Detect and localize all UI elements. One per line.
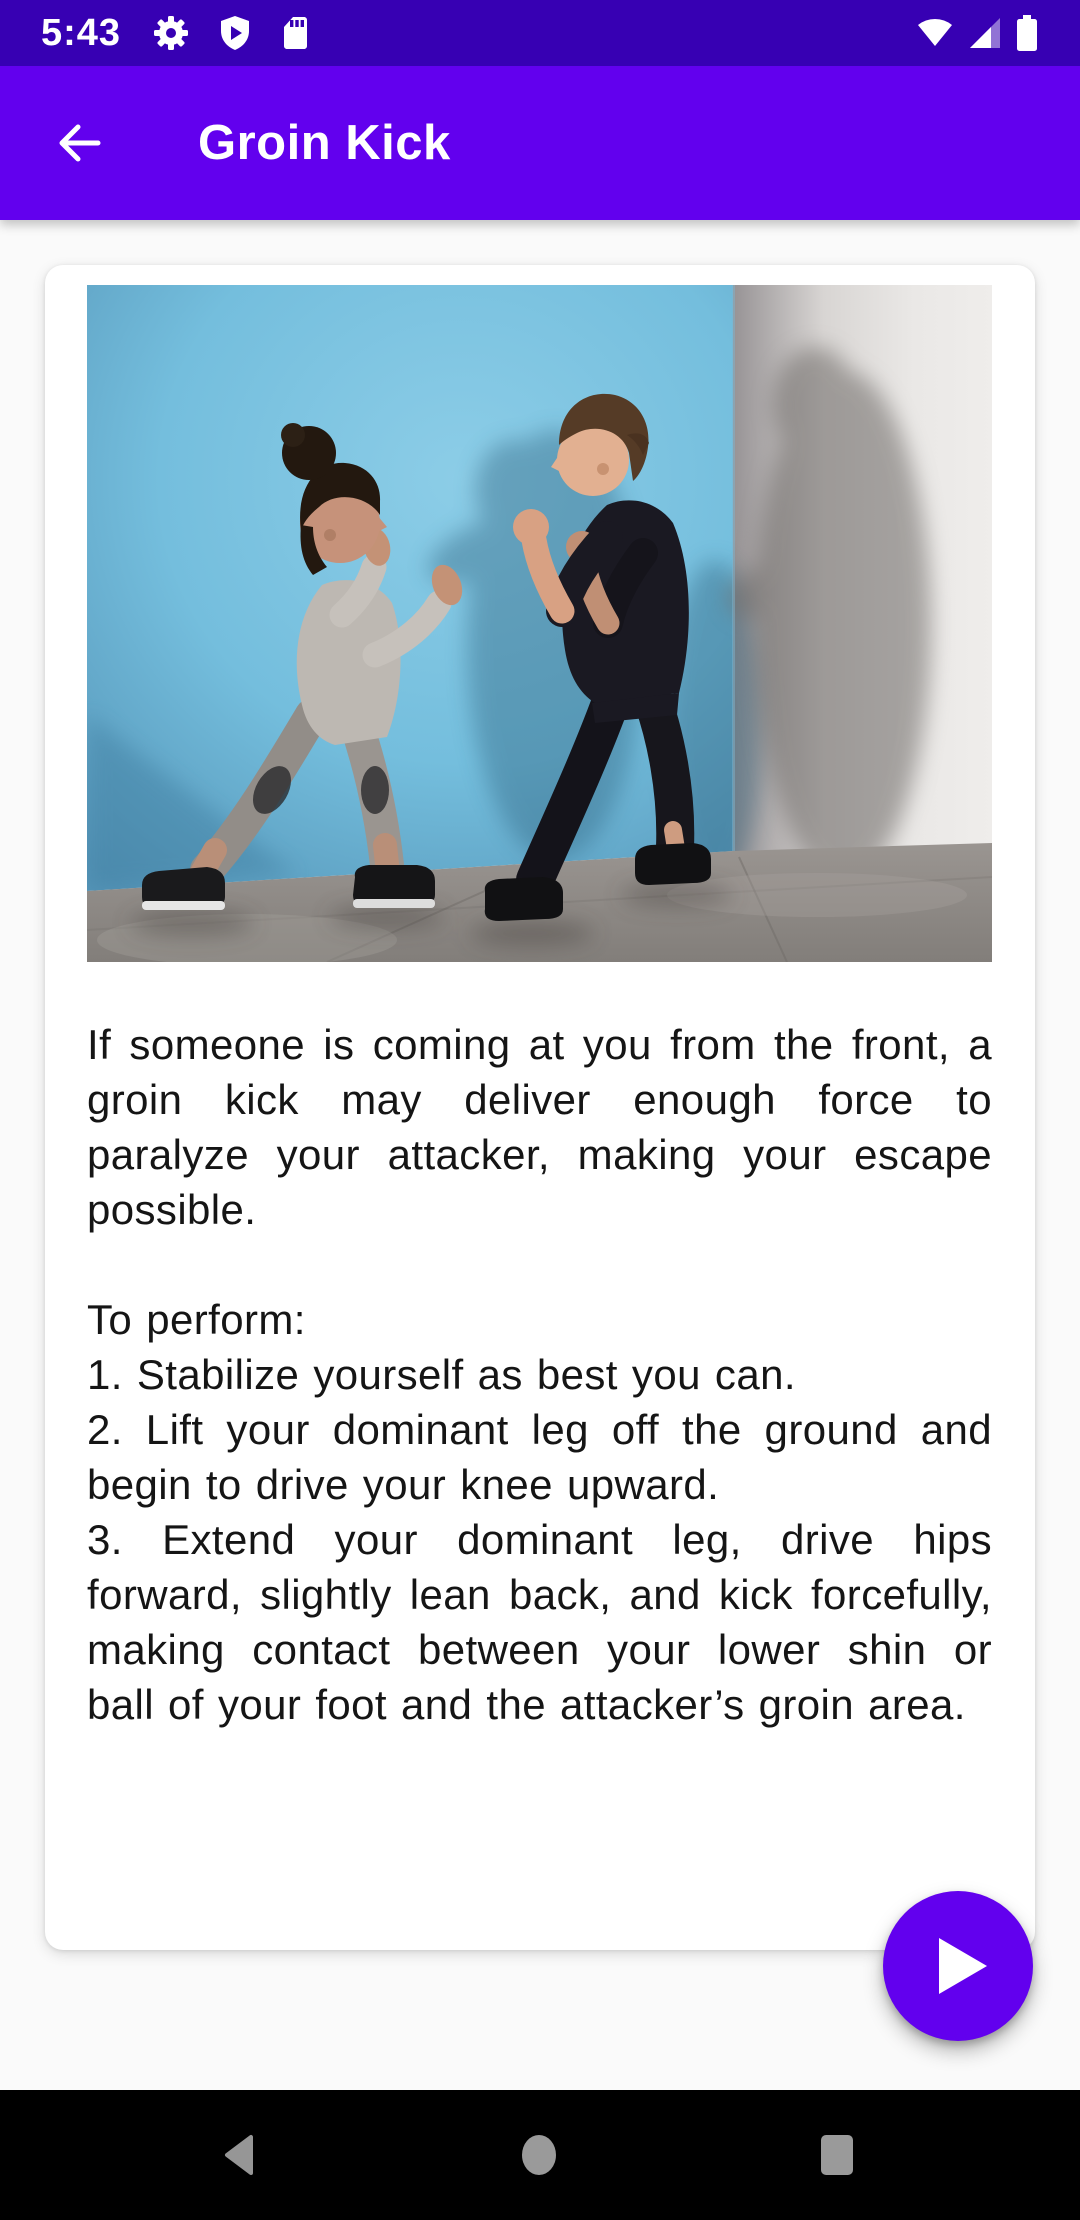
exercise-photo [87, 285, 992, 962]
app-bar [0, 66, 1080, 220]
step-1: 1. Stabilize yourself as best you can. [87, 1351, 796, 1398]
nav-back-icon [219, 2133, 259, 2177]
intro-paragraph: If someone is coming at you from the front, a groin kick may deliver enough force to paralyze your attacker, making your escape possible. [87, 1021, 992, 1233]
nav-back-button[interactable] [159, 2090, 319, 2220]
play-icon [937, 1936, 989, 1996]
page-title: Groin Kick [198, 116, 451, 170]
how-to-heading: To perform: [87, 1296, 306, 1343]
status-bar [0, 0, 1080, 66]
nav-home-button[interactable] [459, 2090, 619, 2220]
wifi-icon [916, 16, 954, 50]
nav-recents-icon [815, 2133, 859, 2177]
exercise-card [45, 265, 1035, 1950]
nav-home-icon [517, 2133, 561, 2177]
sd-card-icon [281, 15, 309, 51]
paragraph-gap [87, 1237, 992, 1292]
cell-signal-icon [968, 16, 1002, 50]
status-time: 5:43 [41, 11, 122, 54]
status-right-icons [916, 0, 1038, 66]
status-left-icons [153, 15, 309, 51]
step-2: 2. Lift your dominant leg off the ground and begin to drive your knee upward. [87, 1406, 992, 1508]
play-button[interactable] [883, 1891, 1033, 2041]
gear-icon [153, 15, 189, 51]
back-button[interactable] [40, 103, 120, 183]
battery-icon [1016, 15, 1038, 51]
nav-recents-button[interactable] [757, 2090, 917, 2220]
arrow-left-icon [54, 117, 106, 169]
navigation-bar [0, 2090, 1080, 2220]
exercise-description [87, 1017, 992, 1732]
play-protect-shield-icon [219, 15, 251, 51]
step-3: 3. Extend your dominant leg, drive hips forward, slightly lean back, and kick forcefully, making contact between your lower shin or ball of your foot and the attacker’s groin area. [87, 1516, 992, 1728]
